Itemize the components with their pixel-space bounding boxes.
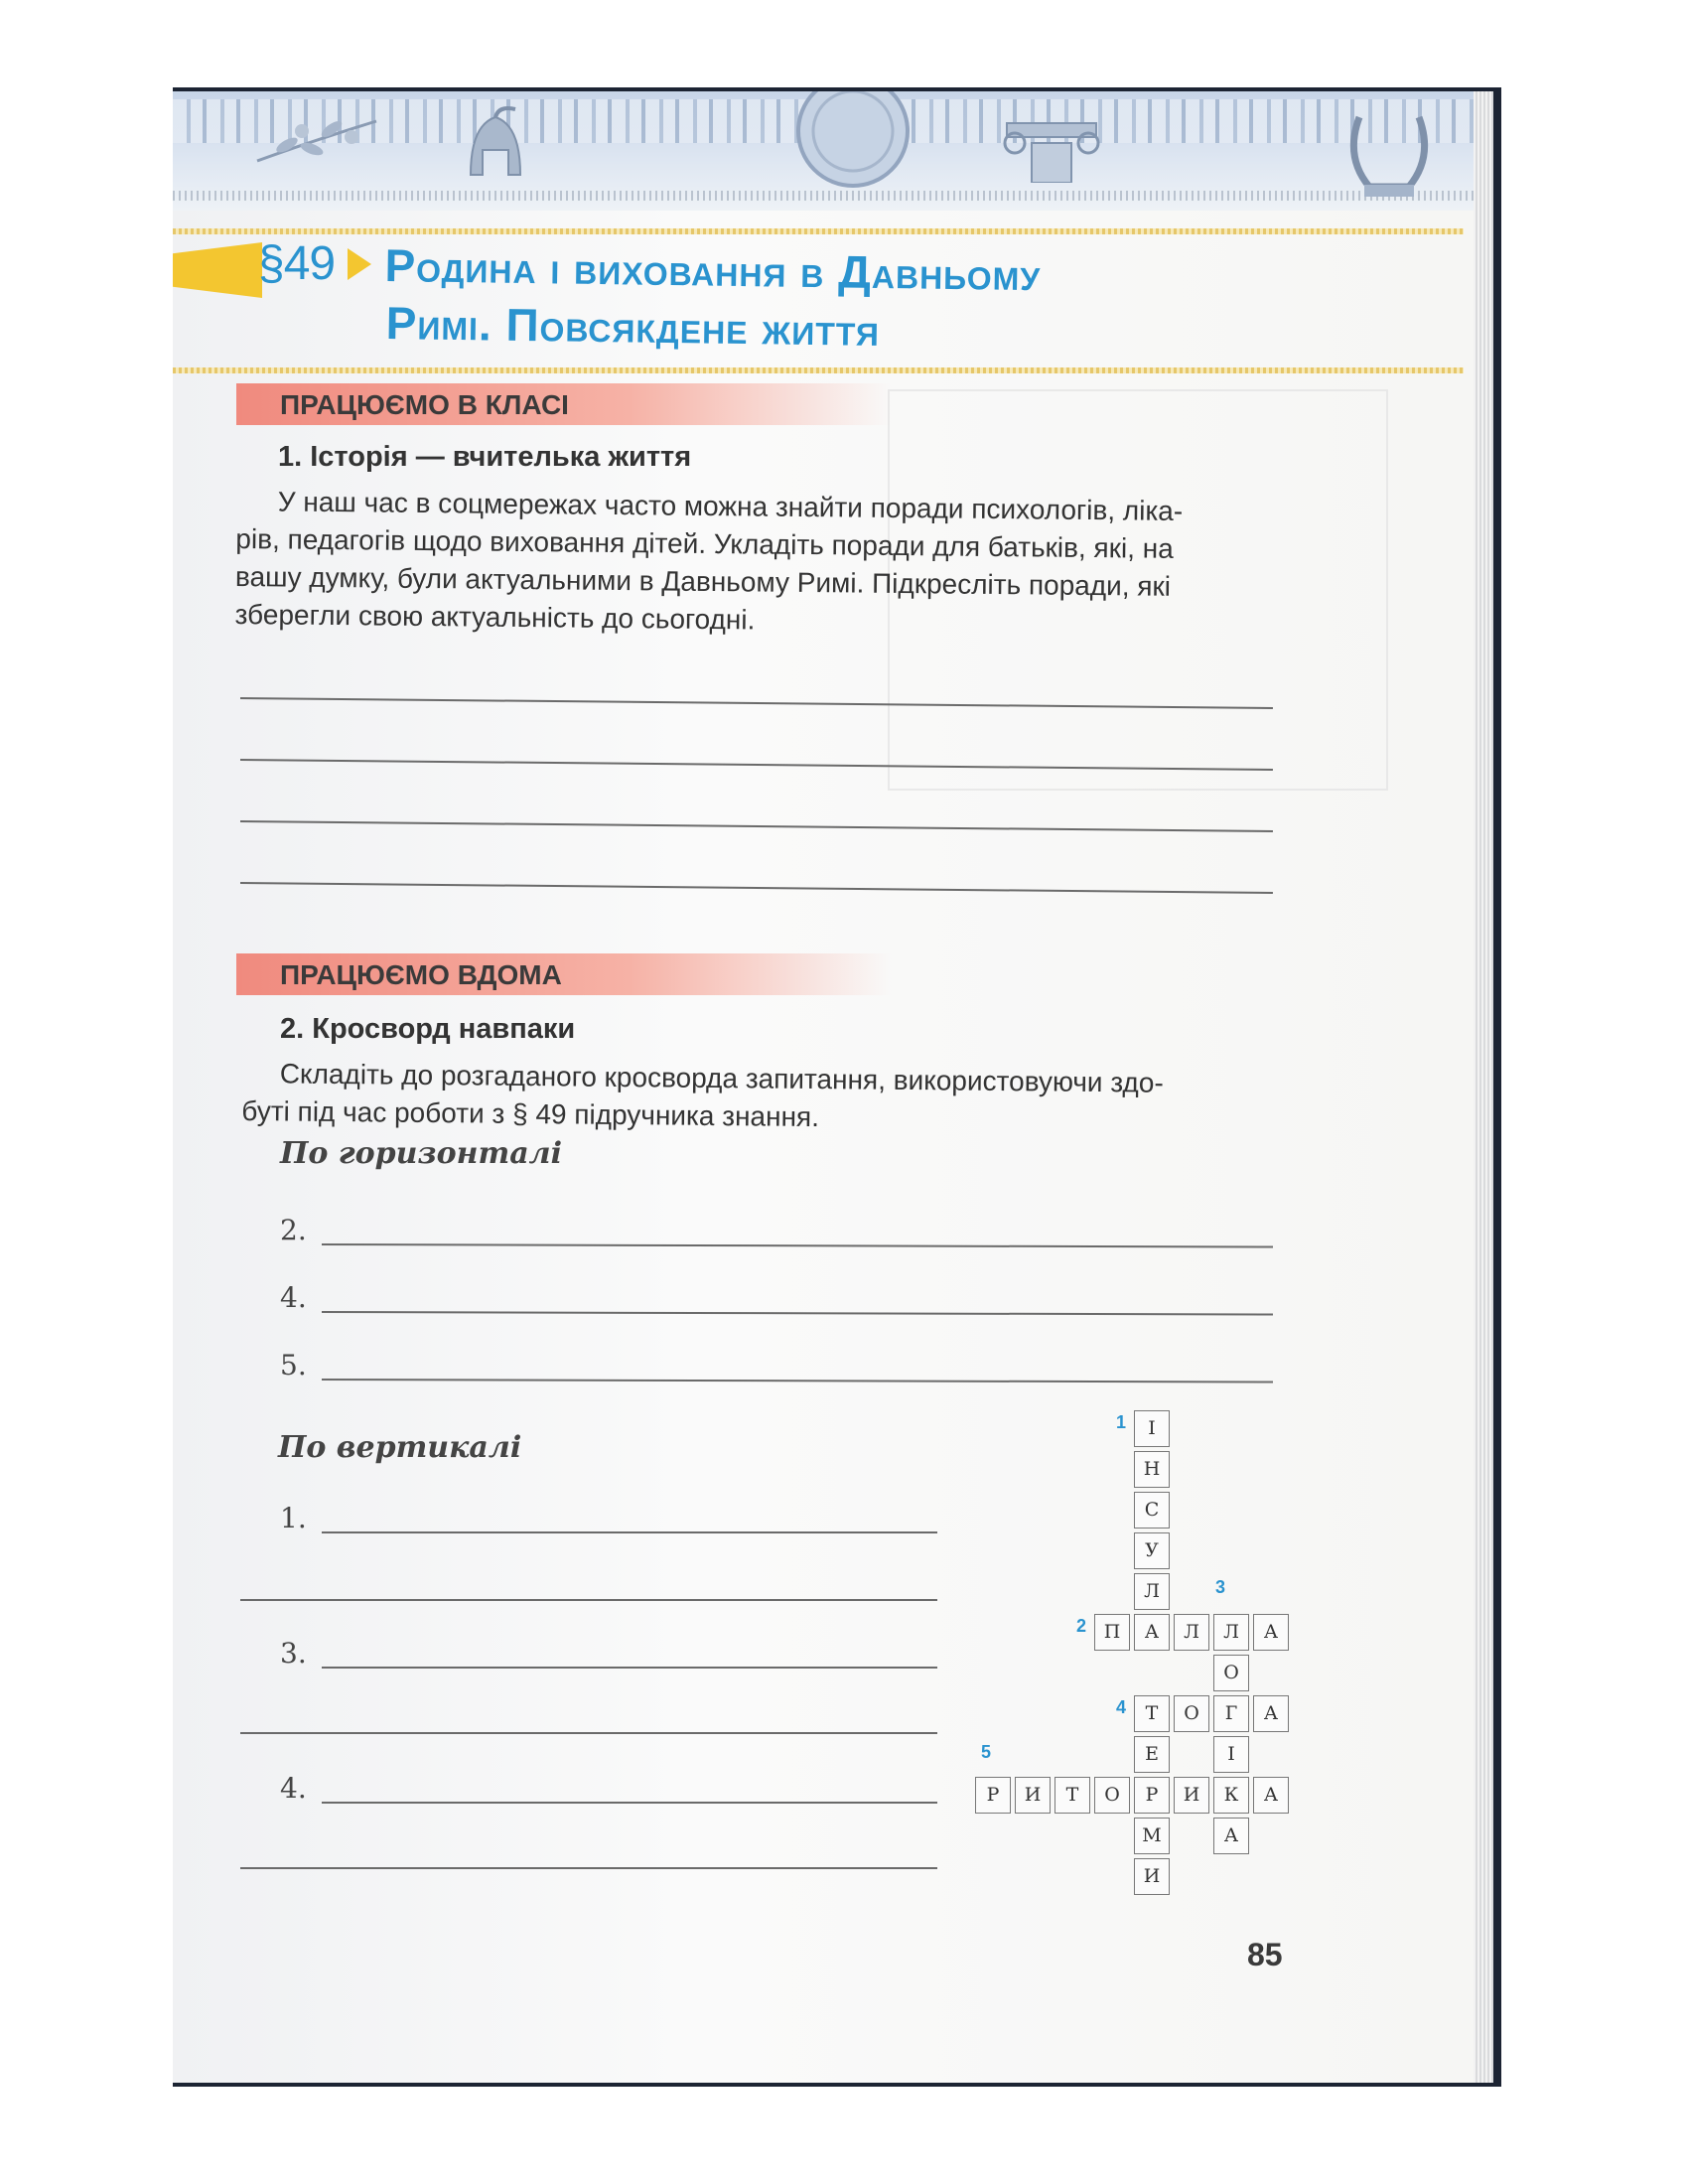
section-arrow-icon xyxy=(348,248,371,280)
task-2-text xyxy=(241,1055,1364,1142)
title-top-rule xyxy=(173,228,1464,234)
crossword-cell: О xyxy=(1174,1695,1209,1732)
vertical-answer-line[interactable] xyxy=(240,1599,937,1601)
answer-line[interactable] xyxy=(240,820,1273,832)
task-1-text-line: рів, педагогів щодо виховання дітей. Укладіть поради для батьків, які, на xyxy=(235,522,1174,564)
vertical-item-number: 3. xyxy=(280,1637,307,1670)
ruler-strip xyxy=(173,191,1474,201)
lyre-icon xyxy=(1344,107,1434,207)
page-title-line-2: Римі. Повсякдене життя xyxy=(385,297,881,356)
class-work-band xyxy=(236,383,892,425)
helmet-icon xyxy=(461,105,530,185)
vertical-answer-line[interactable] xyxy=(322,1531,937,1533)
crossword-cell: У xyxy=(1134,1532,1170,1569)
horizontal-item-number: 5. xyxy=(280,1349,307,1382)
crossword-clue-number: 5 xyxy=(981,1742,992,1763)
vertical-item-number: 1. xyxy=(280,1502,307,1534)
horizontal-answer-line[interactable] xyxy=(322,1311,1273,1316)
crossword-clue-number: 4 xyxy=(1116,1697,1127,1718)
crossword-cell: Т xyxy=(1054,1777,1090,1814)
horizontal-item-number: 4. xyxy=(280,1281,307,1314)
crossword-cell: С xyxy=(1134,1492,1170,1529)
page-title xyxy=(383,236,1378,365)
vertical-item-number: 4. xyxy=(280,1772,307,1805)
horizontal-answer-line[interactable] xyxy=(322,1243,1273,1248)
home-work-label: ПРАЦЮЄМО ВДОМА xyxy=(280,959,562,990)
crossword-cell: К xyxy=(1213,1777,1249,1814)
crossword-cell: Н xyxy=(1134,1451,1170,1488)
crossword-cell: Р xyxy=(975,1777,1011,1814)
crossword-clue-number: 2 xyxy=(1076,1616,1087,1637)
vertical-answer-line[interactable] xyxy=(322,1802,937,1804)
answer-line[interactable] xyxy=(240,882,1273,894)
section-tab xyxy=(173,242,262,298)
page-title-line-1: Родина і виховання в Давньому xyxy=(384,238,1042,301)
task-2-title: 2. Кросворд навпаки xyxy=(280,1013,576,1045)
horizontal-heading: По горизонталі xyxy=(280,1136,563,1171)
task-2-text-line: буті під час роботи з § 49 підручника знання. xyxy=(241,1094,820,1133)
task-1-text-line: вашу думку, були актуальними в Давньому Римі. Підкресліть поради, які xyxy=(234,560,1172,602)
column-capital-icon xyxy=(997,113,1106,183)
crossword-cell: Л xyxy=(1134,1573,1170,1610)
title-bottom-rule xyxy=(173,367,1464,373)
home-work-band xyxy=(236,953,892,995)
crossword-cell: И xyxy=(1174,1777,1209,1814)
crossword-cell: А xyxy=(1253,1695,1289,1732)
vertical-heading: По вертикалі xyxy=(278,1430,522,1465)
crossword-cell: Т xyxy=(1134,1695,1170,1732)
crossword-clue-number: 1 xyxy=(1116,1412,1127,1433)
vertical-answer-line[interactable] xyxy=(322,1667,937,1669)
horizontal-item-number: 2. xyxy=(280,1214,307,1246)
crossword-cell: Р xyxy=(1134,1777,1170,1814)
crossword-cell: А xyxy=(1253,1614,1289,1651)
crossword-cell: Л xyxy=(1174,1614,1209,1651)
section-number: §49 xyxy=(258,237,336,290)
olive-branch-icon xyxy=(252,101,381,181)
crossword-cell: А xyxy=(1253,1777,1289,1814)
crossword-cell: Е xyxy=(1134,1736,1170,1773)
task-1-title: 1. Історія — вчителька життя xyxy=(278,441,692,473)
crossword-cell: І xyxy=(1213,1736,1249,1773)
class-work-label: ПРАЦЮЄМО В КЛАСІ xyxy=(280,389,569,420)
horizontal-answer-line[interactable] xyxy=(322,1379,1273,1383)
decorative-banner xyxy=(173,91,1474,211)
crossword-cell: И xyxy=(1134,1858,1170,1895)
page-number: 85 xyxy=(1247,1937,1283,1972)
task-2-text-line: Складіть до розгаданого кросворда запитання, використовуючи здо- xyxy=(279,1058,1164,1098)
task-1-text-line: У наш час в соцмережах часто можна знайти поради психологів, ліка- xyxy=(277,486,1184,526)
crossword-clue-number: 3 xyxy=(1215,1577,1226,1598)
crossword-cell: А xyxy=(1134,1614,1170,1651)
crossword-cell: Г xyxy=(1213,1695,1249,1732)
crossword-grid xyxy=(975,1410,1303,1897)
crossword-cell: І xyxy=(1134,1410,1170,1447)
crossword-cell: Л xyxy=(1213,1614,1249,1651)
crossword-cell: О xyxy=(1213,1655,1249,1691)
crossword-cell: И xyxy=(1015,1777,1051,1814)
crossword-cell: М xyxy=(1134,1818,1170,1854)
crossword-cell: А xyxy=(1213,1818,1249,1854)
vertical-answer-line[interactable] xyxy=(240,1732,937,1734)
task-1-text-line: зберегли свою актуальність до сьогодні. xyxy=(234,598,756,636)
vertical-answer-line[interactable] xyxy=(240,1867,937,1869)
crossword-cell: П xyxy=(1094,1614,1130,1651)
medallion-icon xyxy=(788,91,917,191)
task-1-text xyxy=(234,483,1368,646)
crossword-cell: О xyxy=(1094,1777,1130,1814)
